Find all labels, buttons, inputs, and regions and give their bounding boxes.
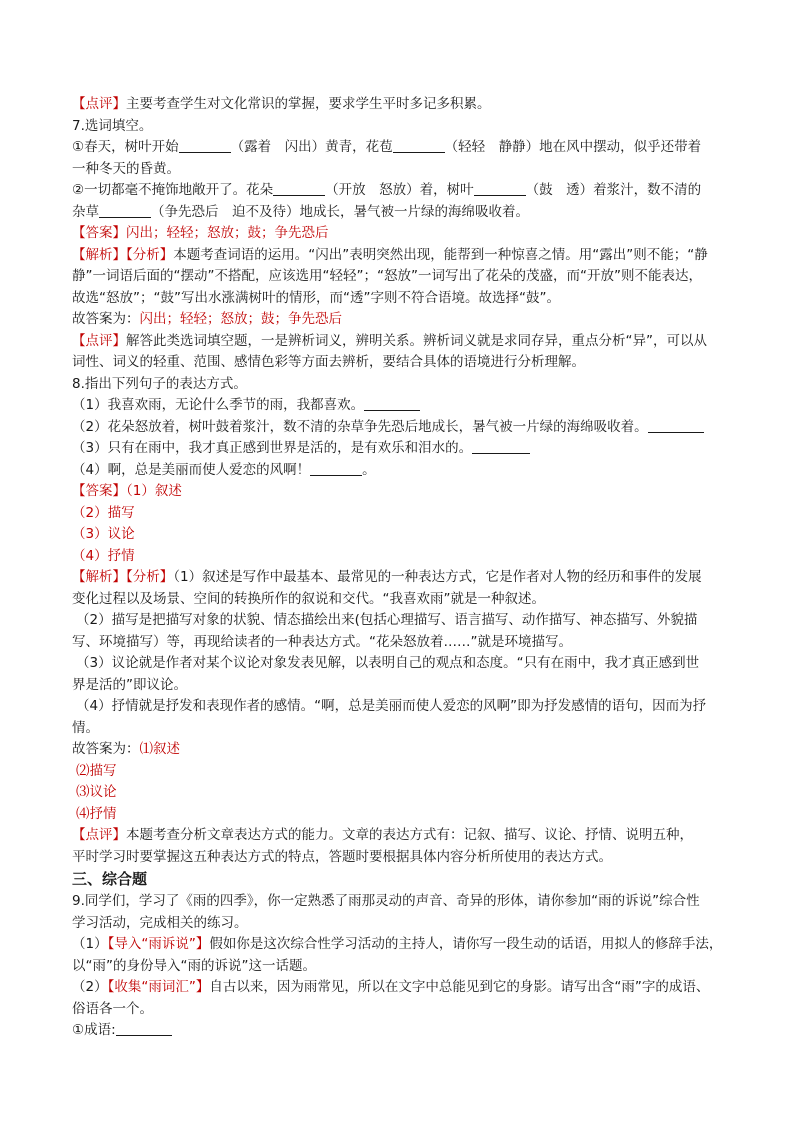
q8-comment-2: 平时学习时要掌握这五种表达方式的特点，答题时要根据具体内容分析所使用的表达方式。 (72, 848, 612, 865)
q7-title: 7.选词填空。 (72, 117, 153, 134)
blank[interactable] (472, 439, 530, 454)
idiom-blank[interactable] (116, 1021, 172, 1036)
q8-analysis-2: 变化过程以及场景、空间的转换所作的叙说和交代。“我喜欢雨”就是一种叙述。 (72, 590, 545, 607)
blank[interactable] (310, 461, 362, 476)
q8-sentence-1: （1）我喜欢雨，无论什么季节的雨，我都喜欢。 (72, 395, 722, 417)
blank[interactable] (364, 396, 420, 411)
q9-idiom: ①成语: (72, 1020, 722, 1042)
q7-answer: 【答案】闪出；轻轻；怒放；鼓；争先恐后 (72, 225, 329, 241)
q8-sentence-2: （2）花朵怒放着，树叶鼓着浆汁，数不清的杂草争先恐后地成长，暑气被一片绿的海绵吸收着。 (72, 417, 722, 439)
q8-analysis-7: （4）抒情就是抒发和表现作者的感情。“啊，总是美丽而使人爱恋的风啊”即为抒发感情的语句，因而为抒 (76, 698, 707, 714)
q8-answer-1: 【答案】（1）叙述 (72, 483, 182, 499)
comment-tag: 【点评】 (72, 96, 126, 112)
q8-comment-1: 【点评】本题考查分析文章表达方式的能力。文章的表达方式有：记叙、描写、议论、抒情、说明五种， (72, 827, 693, 843)
q8-sentence-4: （4）啊，总是美丽而使人爱恋的风啊！ 。 (72, 461, 376, 478)
blank[interactable] (273, 181, 325, 196)
q8-analysis-6: 界是活的”即议论。 (72, 676, 187, 693)
q7-analysis-2: 静”一词语后面的“摆动”不搭配，应该选用“轻轻”；“怒放”一词写出了花朵的茂盛，而“开放”则不能表达， (72, 268, 702, 284)
q8-analysis-5: （3）议论就是作者对某个议论对象发表见解，以表明自己的观点和态度。“只有在雨中，我才真正感到世 (76, 655, 700, 671)
q9-part-2-cont: 俗语各一个。 (72, 1000, 153, 1017)
q8-analysis-3: （2）描写是把描写对象的状貌、情态描绘出来(包括心理描写、语言描写、动作描写、神态描写、外貌描 (76, 612, 698, 628)
blank[interactable] (474, 181, 526, 196)
q7-analysis-3: 故选“怒放”；“鼓”写出水涨满树叶的情形，而“透”字则不符合语境。故选择“鼓”。 (72, 289, 560, 306)
q9-part-1: （1）【导入“雨诉说”】假如你是这次综合性学习活动的主持人，请你写一段生动的话语，用拟人的修辞手法， (72, 936, 723, 952)
q9-line-1: 9.同学们，学习了《雨的四季》，你一定熟悉了雨那灵动的声音、奇异的形体，请你参加“雨的诉说”综合性 (72, 893, 700, 909)
blank[interactable] (99, 203, 151, 218)
q7-comment-1: 【点评】解答此类选词填空题，一是辨析词义，辨明关系。辨析词义就是求同存异，重点分析“异”，可以从 (72, 332, 707, 349)
q8-analysis-1: 【解析】【分析】（1）叙述是写作中最基本、最常见的一种表达方式，它是作者对人物的经历和事件的发展 (72, 569, 702, 585)
q7-sentence-1-cont: 一种冬天的昏黄。 (72, 160, 180, 177)
document-page (72, 94, 722, 1042)
q8-final-2: ⑵描写 (76, 762, 117, 779)
q7-sentence-2: ②一切都毫不掩饰地敞开了。花朵 （开放 怒放）着，树叶 （鼓 透）着浆汁，数不清的 (72, 182, 702, 198)
q8-final-answer: 故答案为：⑴叙述 (72, 741, 180, 757)
q8-answer-4: （4）抒情 (72, 547, 135, 564)
blank[interactable] (648, 418, 704, 433)
q8-analysis-8: 情。 (72, 719, 99, 736)
q9-line-2: 学习活动，完成相关的练习。 (72, 914, 248, 931)
q7-final-answer: 故答案为：闪出；轻轻；怒放；鼓；争先恐后 (72, 311, 342, 327)
section-heading: 三、综合题 (72, 870, 148, 888)
q7-analysis-1: 【解析】【分析】本题考查词语的运用。“闪出”表明突然出现，能帮到一种惊喜之情。用“露出”则不能；“静 (72, 246, 708, 263)
q8-final-3: ⑶议论 (76, 784, 117, 800)
q6-comment-line: 【点评】主要考查学生对文化常识的掌握，要求学生平时多记多积累。 (72, 96, 491, 112)
q8-final-4: ⑷抒情 (76, 805, 117, 822)
q7-comment-2: 词性、词义的轻重、范围、感情色彩等方面去辨析，要结合具体的语境进行分析理解。 (72, 354, 585, 370)
blank[interactable] (179, 138, 231, 153)
q8-title: 8.指出下列句子的表达方式。 (72, 375, 247, 392)
q7-sentence-2-cont: 杂草 （争先恐后 迫不及待）地成长，暑气被一片绿的海绵吸收着。 (72, 203, 529, 220)
q9-part-2: （2）【收集“雨词汇”】自古以来，因为雨常见，所以在文字中总能见到它的身影。请写出含“雨”字的成语、 (72, 979, 710, 995)
q7-sentence-1: ①春天，树叶开始 （露着 闪出）黄青，花苞 （轻轻 静静）地在风中摆动，似乎还带着 (72, 139, 702, 155)
q8-answer-3: （3）议论 (72, 526, 135, 542)
q9-part-1-cont: 以“雨”的身份导入“雨的诉说”这一话题。 (72, 957, 316, 974)
q8-analysis-4: 写、环境描写）等，再现给读者的一种表达方式。“花朵怒放着……”就是环境描写。 (72, 633, 572, 650)
q8-answer-2: （2）描写 (72, 504, 135, 521)
blank[interactable] (393, 138, 445, 153)
q8-sentence-3: （3）只有在雨中，我才真正感到世界是活的，是有欢乐和泪水的。 (72, 438, 722, 460)
